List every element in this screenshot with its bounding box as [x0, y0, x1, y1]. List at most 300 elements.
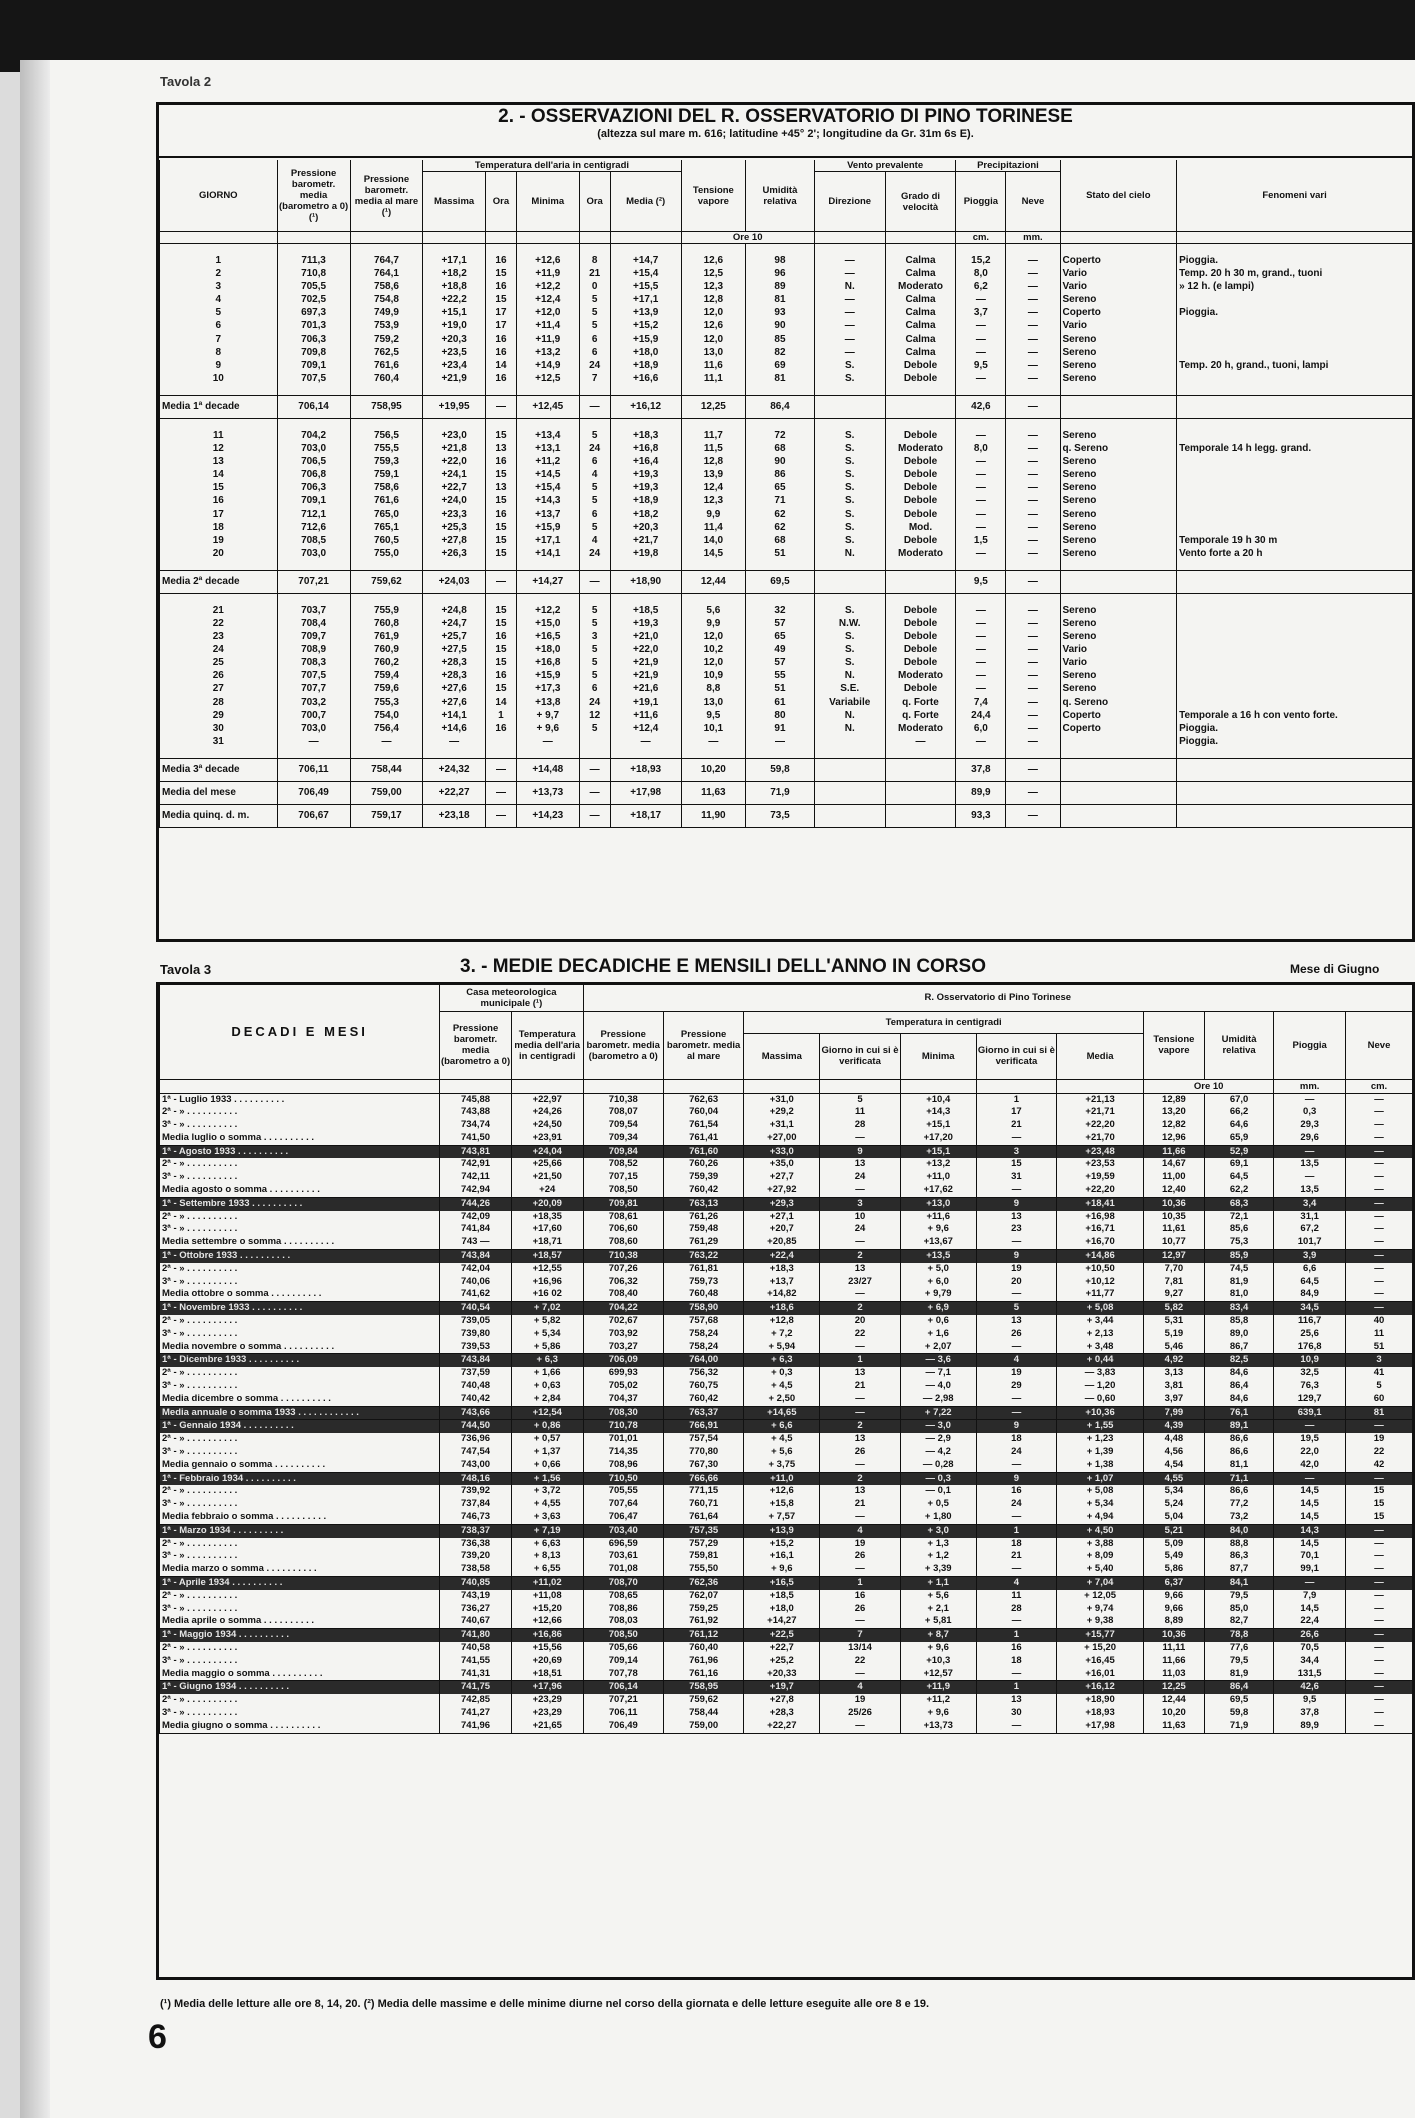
table-cell: 706,60	[583, 1223, 663, 1236]
table-cell: 85,8	[1204, 1315, 1274, 1328]
table-cell: N.	[814, 669, 885, 682]
table-cell: 762,63	[663, 1093, 743, 1106]
table-cell: S.	[814, 521, 885, 534]
table-cell: 741,55	[440, 1655, 512, 1668]
decade-row	[160, 1629, 1413, 1642]
table-cell: 19	[820, 1694, 900, 1707]
table-cell: 9,5	[1274, 1694, 1346, 1707]
table-cell: 756,5	[350, 429, 423, 442]
table-cell: q. Forte	[885, 709, 956, 722]
table-cell: 101,7	[1274, 1236, 1346, 1249]
table-cell: +23,29	[511, 1707, 583, 1720]
spacer-cell	[956, 748, 1006, 759]
table-cell: 42	[1346, 1459, 1413, 1472]
table-cell: +28,3	[744, 1707, 820, 1720]
table-cell: 12	[579, 709, 610, 722]
table-cell	[885, 395, 956, 418]
table-cell: 758,95	[350, 395, 423, 418]
table-cell: 15	[485, 468, 516, 481]
spacer-cell	[517, 418, 579, 429]
table-cell: 6	[579, 508, 610, 521]
table-cell: 68,3	[1204, 1197, 1274, 1210]
table-cell: 59,8	[746, 758, 815, 781]
table-cell: 3	[976, 1145, 1056, 1158]
table-cell: 15	[1346, 1498, 1413, 1511]
table-cell: +16,4	[610, 455, 681, 468]
table-cell: Media dicembre o somma . . . . . . . . . .	[160, 1393, 440, 1406]
table-cell: 13,0	[681, 346, 746, 359]
table-cell: 740,54	[440, 1302, 512, 1315]
table-cell: 7,81	[1144, 1276, 1205, 1289]
table-cell: Sereno	[1060, 372, 1177, 385]
table-cell: 758,24	[663, 1341, 743, 1354]
table-cell: 129,7	[1274, 1393, 1346, 1406]
table-cell: — 0,28	[900, 1459, 976, 1472]
table-cell: Temporale 19 h 30 m	[1177, 534, 1412, 547]
table-cell: +23,4	[423, 359, 485, 372]
table-cell: 69,1	[1204, 1158, 1274, 1171]
table-cell: —	[1346, 1145, 1413, 1158]
table-cell: —	[1006, 254, 1060, 267]
table-cell: 704,37	[583, 1393, 663, 1406]
table-cell: +24,1	[423, 468, 485, 481]
table-cell: 69,5	[746, 570, 815, 593]
table-row	[160, 372, 1413, 385]
table-cell: 16	[976, 1485, 1056, 1498]
table-cell: —	[956, 468, 1006, 481]
decade-row	[160, 1550, 1413, 1563]
table-cell: 759,6	[350, 682, 423, 695]
table-cell: 1	[820, 1576, 900, 1589]
spacer-row	[160, 418, 1413, 429]
table-cell: +18,9	[610, 494, 681, 507]
table-cell: 12,3	[681, 494, 746, 507]
table-row	[160, 547, 1413, 560]
table-cell: 20	[160, 547, 278, 560]
month-label: Mese di Giugno	[1290, 962, 1380, 976]
table-cell: 11,4	[681, 521, 746, 534]
table-cell: 22	[820, 1328, 900, 1341]
table-cell: 19	[976, 1263, 1056, 1276]
table-cell: 67,0	[1204, 1093, 1274, 1106]
table-cell: +14,48	[517, 758, 579, 781]
table-cell: 708,70	[583, 1576, 663, 1589]
table-cell: —	[956, 481, 1006, 494]
table-cell: 90	[746, 319, 815, 332]
table-cell: 15	[160, 481, 278, 494]
table-cell: 761,12	[663, 1629, 743, 1642]
table-cell: 10,77	[1144, 1236, 1205, 1249]
table-cell: 51	[1346, 1341, 1413, 1354]
table-cell: +21,9	[610, 656, 681, 669]
table-cell: —	[1006, 267, 1060, 280]
table-cell: 42,0	[1274, 1459, 1346, 1472]
table-cell: 758,6	[350, 481, 423, 494]
table-cell: + 2,1	[900, 1603, 976, 1616]
table-cell: 761,60	[663, 1145, 743, 1158]
table-cell: 11,7	[681, 429, 746, 442]
table-cell: +14,3	[517, 494, 579, 507]
table-cell	[1060, 781, 1177, 804]
table-cell	[814, 735, 885, 748]
table-cell: 86,4	[746, 395, 815, 418]
header-decadi: DECADI E MESI	[160, 985, 440, 1079]
table-cell: + 9,74	[1057, 1603, 1144, 1616]
table-cell: Sereno	[1060, 682, 1177, 695]
table-row	[160, 508, 1413, 521]
header-ora1: Ora	[485, 172, 516, 232]
table-cell: S.	[814, 481, 885, 494]
table-cell: +21,71	[1057, 1106, 1144, 1119]
table-cell: 24	[160, 643, 278, 656]
table-cell: —	[814, 267, 885, 280]
table-cell: 21	[976, 1119, 1056, 1132]
table-cell: +22,7	[423, 481, 485, 494]
table-row	[160, 735, 1413, 748]
table-cell: 762,07	[663, 1590, 743, 1603]
table-cell: — 4,0	[900, 1380, 976, 1393]
table-cell	[1060, 804, 1177, 827]
table-cell: 4,55	[1144, 1472, 1205, 1485]
table-cell: 15	[485, 547, 516, 560]
table-cell: —	[1006, 758, 1060, 781]
table-cell: +26,3	[423, 547, 485, 560]
table-row	[160, 346, 1413, 359]
table-cell: 5,82	[1144, 1302, 1205, 1315]
table-cell: 6,0	[956, 722, 1006, 735]
table-cell: 71,9	[746, 781, 815, 804]
table-cell: 708,86	[583, 1603, 663, 1616]
table-cell: +17,60	[511, 1223, 583, 1236]
table-cell: 5,46	[1144, 1341, 1205, 1354]
table-cell: —	[1274, 1093, 1346, 1106]
table-cell: Media quinq. d. m.	[160, 804, 278, 827]
table-cell: 746,73	[440, 1511, 512, 1524]
table-row	[160, 468, 1413, 481]
spacer-cell	[579, 560, 610, 571]
table-cell: 744,26	[440, 1197, 512, 1210]
table-cell: 81,9	[1204, 1276, 1274, 1289]
table-cell: —	[1006, 781, 1060, 804]
table-cell: 31	[160, 735, 278, 748]
decade-row	[160, 1276, 1413, 1289]
spacer-cell	[160, 244, 278, 255]
table-cell: 2ª - » . . . . . . . . . .	[160, 1538, 440, 1551]
table-cell: +19,95	[423, 395, 485, 418]
table-cell: 16	[485, 669, 516, 682]
table-cell: 703,92	[583, 1328, 663, 1341]
table-cell	[1177, 481, 1412, 494]
table-cell: 10,20	[1144, 1707, 1205, 1720]
table-cell: 12,8	[681, 293, 746, 306]
table-cell: 16	[485, 455, 516, 468]
table-cell: 712,1	[277, 508, 350, 521]
decade-row	[160, 1681, 1413, 1694]
table-cell: —	[956, 346, 1006, 359]
table-cell: +12,45	[517, 395, 579, 418]
table-2-title: 2. - OSSERVAZIONI DEL R. OSSERVATORIO DI PINO TORINESE	[498, 106, 1073, 127]
table-cell: + 7,19	[511, 1524, 583, 1537]
spacer-row	[160, 385, 1413, 396]
table-cell: 759,3	[350, 455, 423, 468]
table-cell: +11,6	[900, 1211, 976, 1224]
table-cell: 42,6	[1274, 1681, 1346, 1694]
table-cell: 5	[820, 1093, 900, 1106]
table-cell: 62,2	[1204, 1184, 1274, 1197]
spacer-cell	[885, 748, 956, 759]
table-cell: 71,9	[1204, 1720, 1274, 1733]
table-cell: 69	[746, 359, 815, 372]
table-cell: —	[1274, 1145, 1346, 1158]
table-cell: 11,66	[1144, 1145, 1205, 1158]
header-umidita: Umidità relativa	[746, 160, 815, 232]
table-cell: S.E.	[814, 682, 885, 695]
header-blank	[517, 232, 579, 244]
table-cell: +15,56	[511, 1642, 583, 1655]
table-cell: 758,6	[350, 280, 423, 293]
table-cell: + 5,08	[1057, 1302, 1144, 1315]
spacer-cell	[350, 385, 423, 396]
table-cell: + 4,5	[744, 1380, 820, 1393]
table-cell: —	[1006, 682, 1060, 695]
table-cell: 14,5	[1274, 1485, 1346, 1498]
table-cell: 12,4	[681, 481, 746, 494]
table-cell: 754,0	[350, 709, 423, 722]
table-cell: 32,5	[1274, 1367, 1346, 1380]
table-cell: +28,3	[423, 669, 485, 682]
table-cell: —	[1006, 481, 1060, 494]
table-cell: 22	[160, 617, 278, 630]
table-cell: 8,89	[1144, 1615, 1205, 1628]
table-cell: —	[885, 735, 956, 748]
table-cell: Moderato	[885, 280, 956, 293]
table-cell: 714,35	[583, 1446, 663, 1459]
table-cell: —	[1346, 1655, 1413, 1668]
table-cell: —	[1346, 1694, 1413, 1707]
table-cell	[1060, 570, 1177, 593]
table-cell: +23,18	[423, 804, 485, 827]
table-cell: 748,16	[440, 1472, 512, 1485]
decade-row	[160, 1576, 1413, 1589]
table-cell: 19	[976, 1367, 1056, 1380]
table-cell: Sereno	[1060, 293, 1177, 306]
table-cell: S.	[814, 359, 885, 372]
table-cell: +18,51	[511, 1668, 583, 1681]
table-cell: —	[956, 508, 1006, 521]
table-cell: 85,0	[1204, 1603, 1274, 1616]
table-cell: + 5,6	[744, 1446, 820, 1459]
table-row	[160, 429, 1413, 442]
table-row	[160, 682, 1413, 695]
table-cell: +15,2	[744, 1538, 820, 1551]
table-cell: —	[814, 319, 885, 332]
table-cell: 15	[1346, 1511, 1413, 1524]
table-cell: 3,9	[1274, 1250, 1346, 1263]
spacer-cell	[485, 593, 516, 604]
table-cell: + 9,6	[900, 1707, 976, 1720]
spacer-cell	[277, 748, 350, 759]
table-cell: +19,1	[610, 696, 681, 709]
table-cell: Sereno	[1060, 669, 1177, 682]
spacer-cell	[885, 593, 956, 604]
table-cell: —	[277, 735, 350, 748]
table-cell: 761,96	[663, 1655, 743, 1668]
table-cell: 706,14	[583, 1681, 663, 1694]
table-cell: 1ª - Novembre 1933 . . . . . . . . . .	[160, 1302, 440, 1315]
table-cell: —	[485, 758, 516, 781]
table-cell: + 2,84	[511, 1393, 583, 1406]
table-cell: + 0,44	[1057, 1354, 1144, 1367]
table-cell: 9,27	[1144, 1288, 1205, 1301]
table-cell: 2	[820, 1472, 900, 1485]
table-cell: 703,0	[277, 547, 350, 560]
table-cell: + 6,9	[900, 1302, 976, 1315]
table-row	[160, 319, 1413, 332]
table-cell: 86,7	[1204, 1341, 1274, 1354]
table-cell: 70,1	[1274, 1550, 1346, 1563]
table-cell: 49	[746, 643, 815, 656]
table-cell: 1ª - Luglio 1933 . . . . . . . . . .	[160, 1093, 440, 1106]
table-cell: +17,98	[1057, 1720, 1144, 1733]
table-cell: 2	[820, 1250, 900, 1263]
spacer-cell	[160, 748, 278, 759]
table-cell: —	[579, 395, 610, 418]
table-cell: —	[976, 1668, 1056, 1681]
table-cell: 707,5	[277, 669, 350, 682]
table-cell: S.	[814, 534, 885, 547]
header-cm: cm.	[956, 232, 1006, 244]
table-cell: 763,37	[663, 1406, 743, 1420]
table-cell: 31	[976, 1171, 1056, 1184]
table-cell: 9,9	[681, 617, 746, 630]
table-cell: 89,9	[956, 781, 1006, 804]
table-cell: + 1,66	[511, 1367, 583, 1380]
table-cell: +27,00	[744, 1132, 820, 1145]
table-cell: 20	[820, 1315, 900, 1328]
table-cell: 712,6	[277, 521, 350, 534]
monthly-average-row	[160, 1341, 1413, 1354]
table-cell: 5	[579, 319, 610, 332]
table-cell: 14,5	[1274, 1538, 1346, 1551]
table-cell	[1177, 758, 1412, 781]
table-cell: 9,66	[1144, 1603, 1205, 1616]
table-cell: +15,5	[610, 280, 681, 293]
spacer-cell	[885, 385, 956, 396]
table-cell: 6,6	[1274, 1263, 1346, 1276]
monthly-average-row	[160, 1236, 1413, 1249]
table-cell: 739,80	[440, 1328, 512, 1341]
table-cell: 9,5	[956, 359, 1006, 372]
spacer-cell	[485, 560, 516, 571]
table-cell: +19,7	[744, 1681, 820, 1694]
table-cell: 2ª - » . . . . . . . . . .	[160, 1315, 440, 1328]
header-blank	[423, 232, 485, 244]
table-cell: +12,6	[744, 1485, 820, 1498]
table-cell: 29	[976, 1380, 1056, 1393]
table-cell: Debole	[885, 617, 956, 630]
table-cell: + 1,3	[900, 1538, 976, 1551]
table-cell: 17	[976, 1106, 1056, 1119]
average-row	[160, 570, 1413, 593]
monthly-average-row	[160, 1132, 1413, 1145]
table-cell: + 1,23	[1057, 1433, 1144, 1446]
table-cell: + 8,7	[900, 1629, 976, 1642]
header-stato: Stato del cielo	[1060, 160, 1177, 232]
table-cell: 754,8	[350, 293, 423, 306]
header-minima: Minima	[517, 172, 579, 232]
table-cell: +18,71	[511, 1236, 583, 1249]
table-row	[160, 630, 1413, 643]
table-cell: 703,0	[277, 442, 350, 455]
decade-row	[160, 1707, 1413, 1720]
table-cell: 65,9	[1204, 1132, 1274, 1145]
table-cell: +17,20	[900, 1132, 976, 1145]
decade-row	[160, 1380, 1413, 1393]
table-cell: 705,02	[583, 1380, 663, 1393]
table-cell: 760,40	[663, 1642, 743, 1655]
table-cell: 25	[160, 656, 278, 669]
table-cell: 744,50	[440, 1420, 512, 1433]
table-cell: +16,01	[1057, 1668, 1144, 1681]
table-cell: +14,9	[517, 359, 579, 372]
table-cell: 5,31	[1144, 1315, 1205, 1328]
header-units-row	[160, 232, 1413, 244]
header-blank	[610, 232, 681, 244]
table-cell	[1177, 604, 1412, 617]
table-cell: + 6,3	[744, 1354, 820, 1367]
table-cell: 73,5	[746, 804, 815, 827]
table-cell: 82	[746, 346, 815, 359]
table-cell: 20	[976, 1276, 1056, 1289]
table-cell: 10,2	[681, 643, 746, 656]
spacer-cell	[1060, 418, 1177, 429]
table-cell: 707,26	[583, 1263, 663, 1276]
table-cell: 12,0	[681, 333, 746, 346]
header-blank	[814, 232, 885, 244]
table-cell: 707,21	[277, 570, 350, 593]
table-cell: +16,12	[610, 395, 681, 418]
table-cell: + 3,75	[744, 1459, 820, 1472]
table-cell: +16,8	[610, 442, 681, 455]
spacer-cell	[423, 560, 485, 571]
table-cell: 13	[160, 455, 278, 468]
table-cell: Media marzo o somma . . . . . . . . . .	[160, 1563, 440, 1576]
table-cell: —	[956, 617, 1006, 630]
table-cell: 41	[1346, 1367, 1413, 1380]
table-cell: 24,4	[956, 709, 1006, 722]
table-cell: 757,35	[663, 1524, 743, 1537]
spacer-cell	[1006, 418, 1060, 429]
table-cell: —	[956, 494, 1006, 507]
table-cell: S.	[814, 455, 885, 468]
spacer-cell	[1006, 748, 1060, 759]
table-cell: + 0,3	[744, 1367, 820, 1380]
table-cell: 11,00	[1144, 1171, 1205, 1184]
table-cell: — 2,9	[900, 1433, 976, 1446]
table-cell: 77,2	[1204, 1498, 1274, 1511]
table-cell: 709,1	[277, 359, 350, 372]
table-cell: +27,8	[744, 1694, 820, 1707]
table-cell: 4,39	[1144, 1420, 1205, 1433]
table-cell: 1ª - Ottobre 1933 . . . . . . . . . .	[160, 1250, 440, 1263]
table-cell: —	[956, 455, 1006, 468]
table-cell: 12,40	[1144, 1184, 1205, 1197]
spacer-cell	[579, 385, 610, 396]
table-cell: 7,70	[1144, 1263, 1205, 1276]
table-cell: 5,09	[1144, 1538, 1205, 1551]
table-cell: S.	[814, 372, 885, 385]
table-cell: 80	[746, 709, 815, 722]
